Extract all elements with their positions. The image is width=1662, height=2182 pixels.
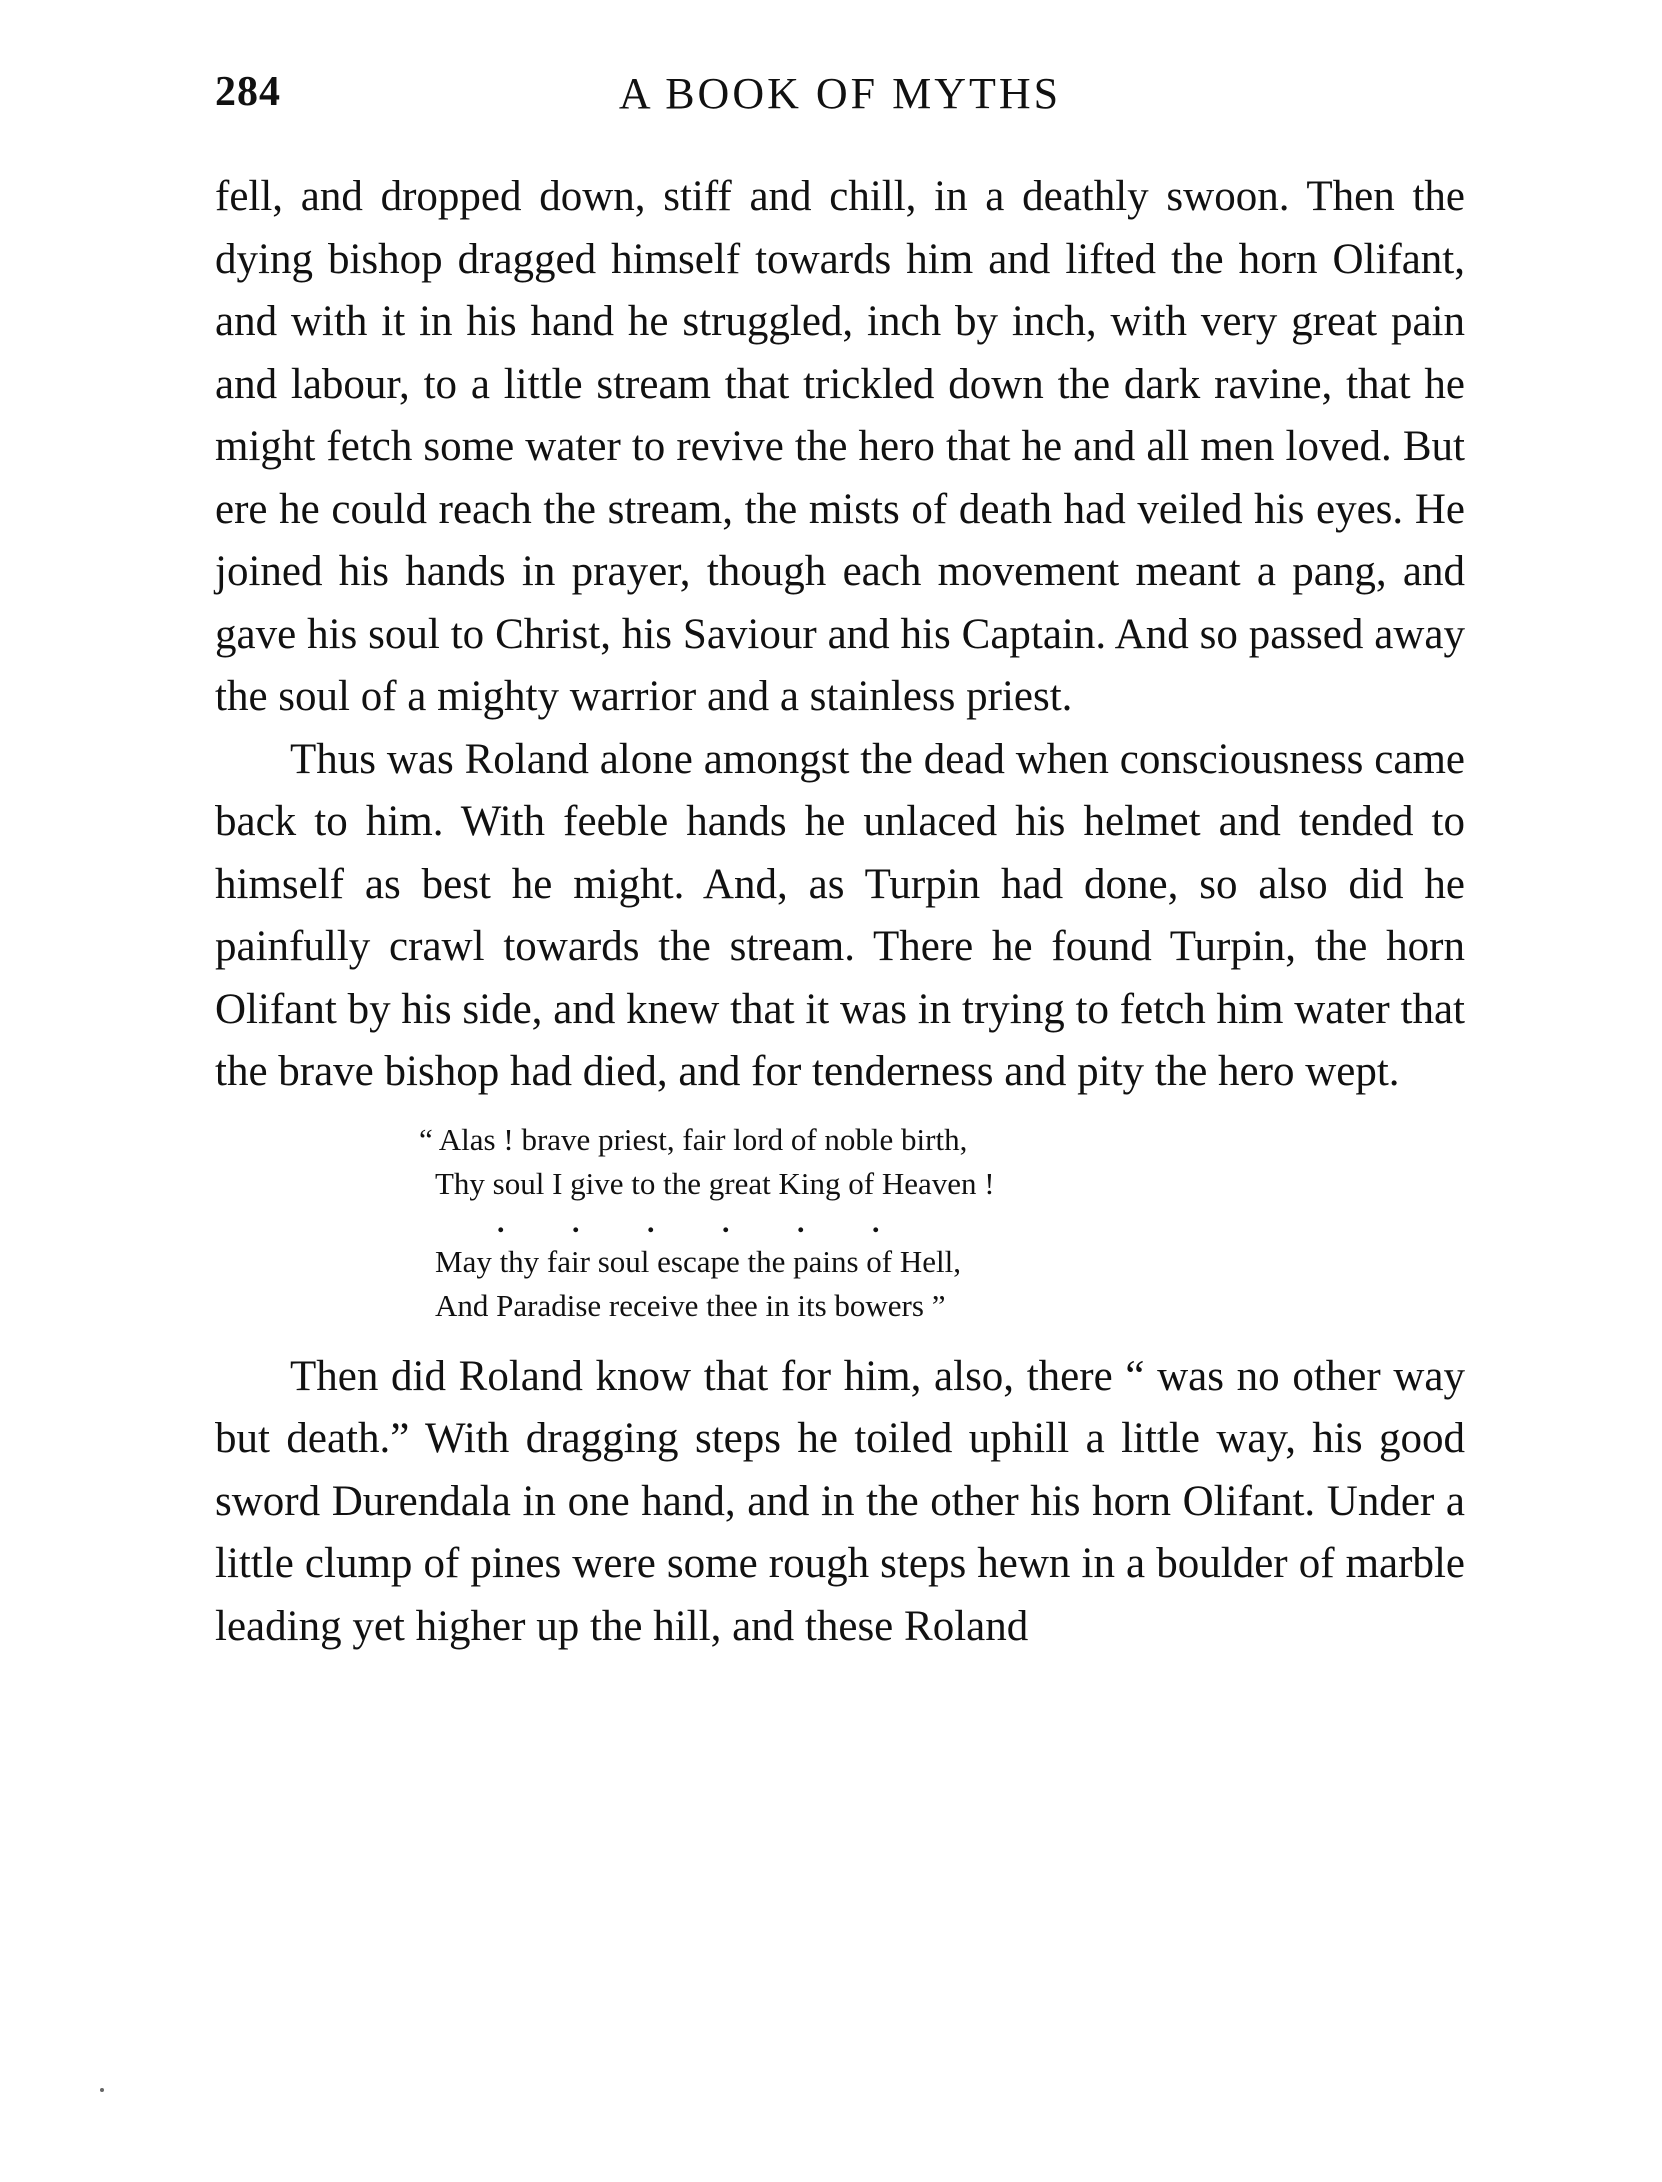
verse-line-4: And Paradise receive thee in its bowers ” — [435, 1287, 946, 1323]
running-title: A BOOK OF MYTHS — [618, 69, 1062, 118]
verse-ellipsis: . . . . . . — [497, 1205, 880, 1239]
paragraph-2: Thus was Roland alone amongst the dead when consciousness came back to him. With feeble hands he unlaced his helmet and tended to himself as best he might. And, as Turpin had done, so also did he painfully crawl towards the stream. There he found Turpin, the horn Olifant by his side, and knew that it was in trying to fetch him water that the brave bishop had died, and for tenderness and pity the hero wept. — [215, 735, 1465, 1095]
verse-line-1: “ Alas ! brave priest, fair lord of noble birth, — [419, 1121, 968, 1157]
scan-speck — [100, 2088, 104, 2092]
paragraph-1: fell, and dropped down, stiff and chill, in a deathly swoon. Then the dying bishop dragged himself towards him and lifted the horn Olifant, and with it in his hand he struggled, inch by inch, with very great pain and labour, to a little stream that trickled down the dark ravine, that he might fetch some water to revive the hero that he and all men loved. But ere he could reach the stream, the mists of death had veiled his eyes. He joined his hands in prayer, though each movement meant a pang, and gave his soul to Christ, his Saviour and his Captain. And so passed away the soul of a mighty warrior and a stainless priest. — [215, 173, 1465, 720]
running-head — [215, 68, 1465, 128]
body-text — [215, 166, 1465, 1658]
page-number: 284 — [215, 69, 281, 115]
verse-quotation — [215, 1118, 1465, 1328]
verse-line-3: May thy fair soul escape the pains of Hell, — [435, 1243, 961, 1279]
verse-line-2: Thy soul I give to the great King of Heaven ! — [435, 1165, 995, 1201]
paragraph-3: Then did Roland know that for him, also, there “ was no other way but death.” With dragging steps he toiled uphill a little way, his good sword Durendala in one hand, and in the other his horn Olifant. Under a little clump of pines were some rough steps hewn in a boulder of marble leading yet higher up the hill, and these Roland — [215, 1352, 1465, 1650]
